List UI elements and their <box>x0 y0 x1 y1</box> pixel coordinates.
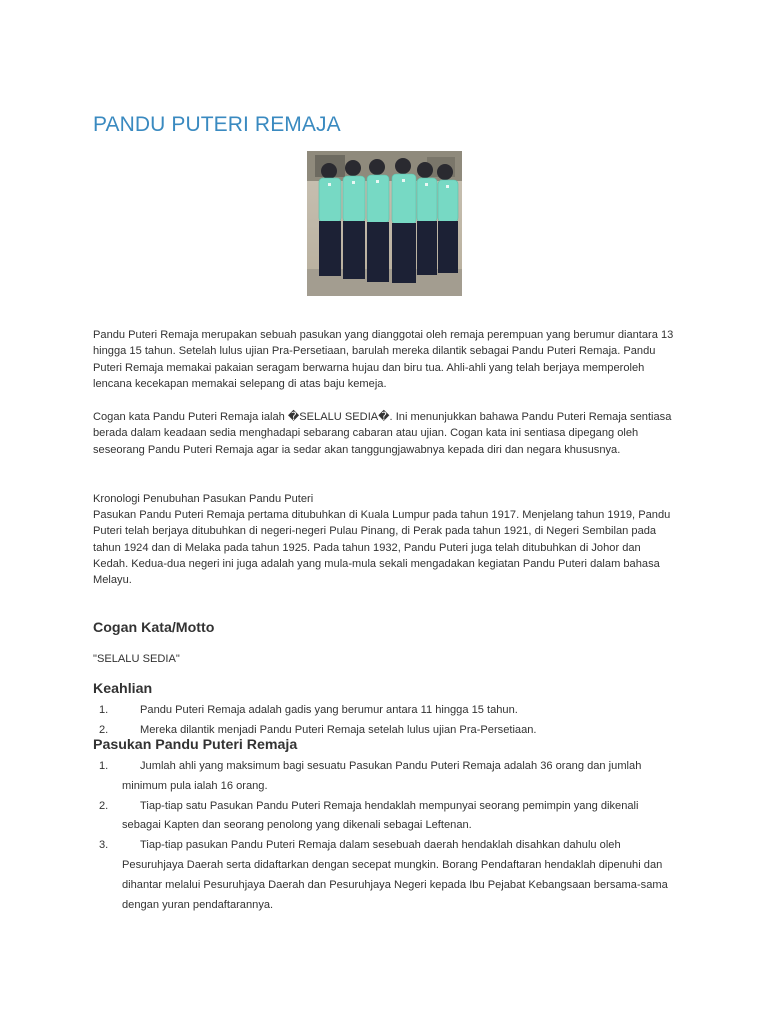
list-number: 2. <box>99 723 109 736</box>
motto-heading: Cogan Kata/Motto <box>93 620 215 636</box>
keahlian-list <box>93 701 678 741</box>
chronology-heading: Kronologi Penubuhan Pasukan Pandu Puteri <box>93 493 314 505</box>
list-number: 2. <box>99 799 109 812</box>
list-text: Pandu Puteri Remaja adalah gadis yang berumur antara 11 hingga 15 tahun. <box>140 704 518 716</box>
pasukan-heading: Pasukan Pandu Puteri Remaja <box>93 737 298 753</box>
list-number: 1. <box>99 704 109 716</box>
keahlian-heading: Keahlian <box>93 681 153 697</box>
list-text: Tiap-tiap pasukan Pandu Puteri Remaja dalam sesebuah daerah hendaklah disahkan dahulu oleh Pesuruhjaya Daerah serta didaftarkan dengan secepat mungkin. Borang Pendaftaran hendaklah dipenuhi dan dihantar melalui Pesuruhjaya Daerah dan Pesuruhjaya Negeri kepada Ibu Pejabat Kebangsaan bersama-sama dengan yuran pendaftarannya. <box>122 839 668 911</box>
list-number: 1. <box>99 760 109 772</box>
list-item <box>93 836 678 915</box>
motto-text: "SELALU SEDIA" <box>93 653 180 665</box>
list-text: Jumlah ahli yang maksimum bagi sesuatu Pasukan Pandu Puteri Remaja adalah 36 orang dan jumlah minimum pula ialah 16 orang. <box>122 760 642 792</box>
list-item <box>93 757 678 797</box>
chronology-paragraph: Pasukan Pandu Puteri Remaja pertama ditubuhkan di Kuala Lumpur pada tahun 1917. Menjelang tahun 1919, Pandu Puteri telah berjaya ditubuhkan di negeri-negeri Pulau Pinang, di Perak pada tahun 1921, di Negeri Sembilan pada tahun 1924 dan di Melaka pada tahun 1925. Pada tahun 1932, Pandu Puteri juga telah ditubuhkan di Johor dan Kedah. Kedua-dua negeri ini juga adalah yang mula-mula sekali mengadakan kegiatan Pandu Puteri dalam bahasa Melayu. <box>93 509 671 587</box>
page-title: PANDU PUTERI REMAJA <box>93 113 341 136</box>
pasukan-list <box>93 757 678 915</box>
intro-paragraph: Pandu Puteri Remaja merupakan sebuah pasukan yang dianggotai oleh remaja perempuan yang berumur diantara 13 hingga 15 tahun. Setelah lulus ujian Pra-Persetiaan, barulah mereka dilantik sebagai Pandu Puteri Remaja. Pandu Puteri Remaja memakai pakaian seragam berwarna hujau dan biru tua. Ahli-ahli yang telah berjaya memperoleh lencana kecekapan memakai selepang di atas baju kemeja. <box>93 329 674 390</box>
motto-paragraph: Cogan kata Pandu Puteri Remaja ialah �SELALU SEDIA�. Ini menunjukkan bahawa Pandu Puteri Remaja sentiasa berada dalam keadaan sedia menghadapi sebarang cabaran atau ujian. Cogan kata ini sentiasa dipegang oleh seseorang Pandu Puteri Remaja agar ia sedar akan tanggungjawabnya kepada diri dan negara khususnya. <box>93 411 672 456</box>
group-photo-illustration <box>307 151 462 296</box>
list-number: 3. <box>99 839 109 852</box>
list-text: Tiap-tiap satu Pasukan Pandu Puteri Remaja hendaklah mempunyai seorang pemimpin yang dikenali sebagai Kapten dan seorang penolong yang dikenali sebagai Leftenan. <box>122 799 639 832</box>
list-item <box>93 701 678 721</box>
group-photo <box>307 151 462 296</box>
list-text: Mereka dilantik menjadi Pandu Puteri Remaja setelah lulus ujian Pra-Persetiaan. <box>140 723 537 736</box>
list-item <box>93 797 678 837</box>
